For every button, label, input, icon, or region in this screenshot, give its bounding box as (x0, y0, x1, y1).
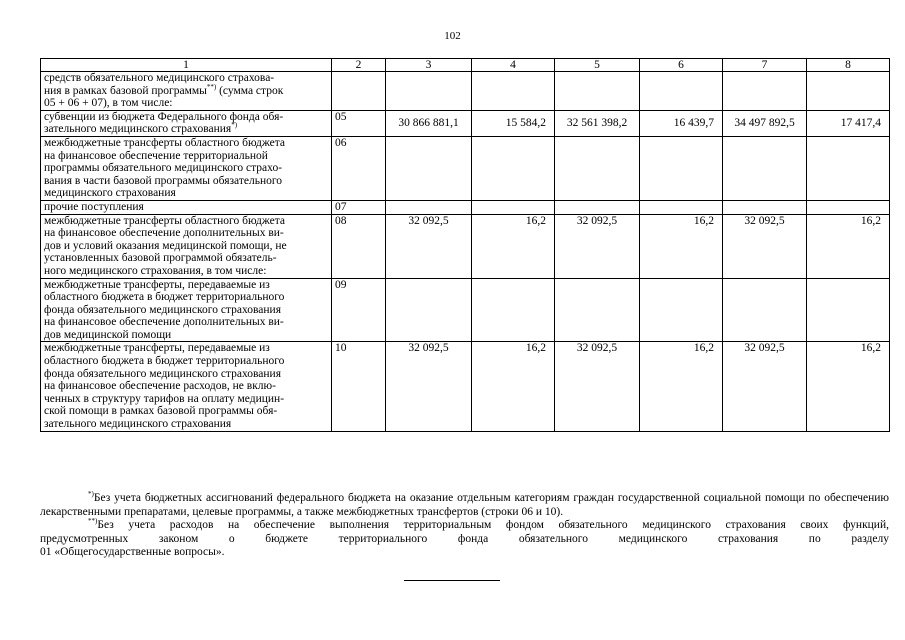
column-header: 2 (332, 59, 386, 72)
table-cell: 16,2 (807, 342, 890, 431)
header-row (41, 59, 890, 72)
table-cell (640, 278, 723, 342)
separator-line (404, 580, 500, 581)
table-cell (640, 200, 723, 214)
footnote-2-end: 01 «Общегосударственные вопросы». (40, 546, 225, 558)
row-code: 09 (332, 278, 386, 342)
footnote-2: **)Без учета расходов на обеспечение выполнения территориальным фондом обязательного медицинского страхования своих функций, (88, 517, 889, 531)
table-cell: 16,2 (807, 214, 890, 278)
table-row (41, 200, 890, 214)
table-row (41, 214, 890, 278)
table-row (41, 110, 890, 136)
table-cell: 32 092,5 (386, 214, 472, 278)
table-cell: 32 092,5 (723, 214, 807, 278)
table-cell (807, 278, 890, 342)
row-code (332, 72, 386, 111)
table-cell (472, 136, 555, 200)
column-header: 7 (723, 59, 807, 72)
table-cell (555, 72, 640, 111)
table-row (41, 278, 890, 342)
row-code: 06 (332, 136, 386, 200)
table-cell: 32 092,5 (386, 342, 472, 431)
table-cell (723, 136, 807, 200)
table-cell (386, 278, 472, 342)
row-description: межбюджетные трансферты, передаваемые из областного бюджета в бюджет территориального фонда обязательного медицинского страхования на финансовое обеспечение дополнительных ви- дов медицинской помощи (41, 278, 332, 342)
table-row (41, 136, 890, 200)
table-cell: 17 417,4 (807, 110, 890, 136)
table-cell (386, 200, 472, 214)
table-cell (472, 278, 555, 342)
table-cell: 16,2 (640, 214, 723, 278)
footnote-mark: *) (231, 121, 238, 130)
footnote-mark: *) (88, 490, 94, 498)
table-cell (386, 136, 472, 200)
row-code: 10 (332, 342, 386, 431)
row-description: субвенции из бюджета Федерального фонда обя- зательного медицинского страхования*) (41, 110, 332, 136)
table-cell (723, 278, 807, 342)
table-cell (472, 72, 555, 111)
row-description: межбюджетные трансферты областного бюджета на финансовое обеспечение территориальной программы обязательного медицинского страхо- вания в части базовой программы обязательного медицинского страхования (41, 136, 332, 200)
table-cell (555, 200, 640, 214)
table-cell (555, 136, 640, 200)
column-header: 6 (640, 59, 723, 72)
budget-table (40, 58, 890, 432)
table-cell (723, 72, 807, 111)
table-row (41, 342, 890, 431)
table-cell: 15 584,2 (472, 110, 555, 136)
table-cell (807, 200, 890, 214)
footnotes (40, 492, 889, 560)
table-cell (807, 72, 890, 111)
table-cell: 32 561 398,2 (555, 110, 640, 136)
table-cell: 16,2 (640, 342, 723, 431)
table-cell: 16,2 (472, 214, 555, 278)
footnote-1: *)Без учета бюджетных ассигнований федерального бюджета на оказание отдельным категориям граждан государственной социальной помощи по обеспечению лекарственными препаратами, целевые программы, а также межбюджетных трансфертов (строки 06 и 10). (40, 490, 889, 518)
row-description: межбюджетные трансферты, передаваемые из областного бюджета в бюджет территориального фонда обязательного медицинского страхования на финансовое обеспечение расходов, не вклю- ченных в структуру тарифов на оплату медицин- ской помощи в рамках базовой программы обя- зательного медицинского страхования (41, 342, 332, 431)
table-cell: 30 866 881,1 (386, 110, 472, 136)
table-cell: 16,2 (472, 342, 555, 431)
column-header: 3 (386, 59, 472, 72)
table-cell (640, 136, 723, 200)
table-cell (555, 278, 640, 342)
table-cell: 32 092,5 (555, 342, 640, 431)
table-cell (807, 136, 890, 200)
table-cell (472, 200, 555, 214)
footnote-mark: **) (206, 82, 217, 91)
footnote-mark: **) (88, 517, 98, 525)
column-header: 1 (41, 59, 332, 72)
page-number: 102 (444, 30, 461, 42)
table-cell: 32 092,5 (555, 214, 640, 278)
row-description: средств обязательного медицинского страхова- ния в рамках базовой программы**) (сумма строк 05 + 06 + 07), в том числе: (41, 72, 332, 111)
column-header: 8 (807, 59, 890, 72)
table-cell: 34 497 892,5 (723, 110, 807, 136)
table-cell: 16 439,7 (640, 110, 723, 136)
row-description: прочие поступления (41, 200, 332, 214)
column-header: 4 (472, 59, 555, 72)
footnote-2-cont: предусмотренных законом о бюджете территориального фонда обязательного медицинского страхования по разделу (40, 532, 889, 545)
table-row (41, 72, 890, 111)
row-code: 08 (332, 214, 386, 278)
table-cell (386, 72, 472, 111)
row-code: 07 (332, 200, 386, 214)
row-description: межбюджетные трансферты областного бюджета на финансовое обеспечение дополнительных ви- дов и условий оказания медицинской помощи, не установленных базовой программой обязатель- ного медицинского страхования, в том числе: (41, 214, 332, 278)
column-header: 5 (555, 59, 640, 72)
table-cell (723, 200, 807, 214)
table-cell (640, 72, 723, 111)
table-cell: 32 092,5 (723, 342, 807, 431)
row-code: 05 (332, 110, 386, 136)
